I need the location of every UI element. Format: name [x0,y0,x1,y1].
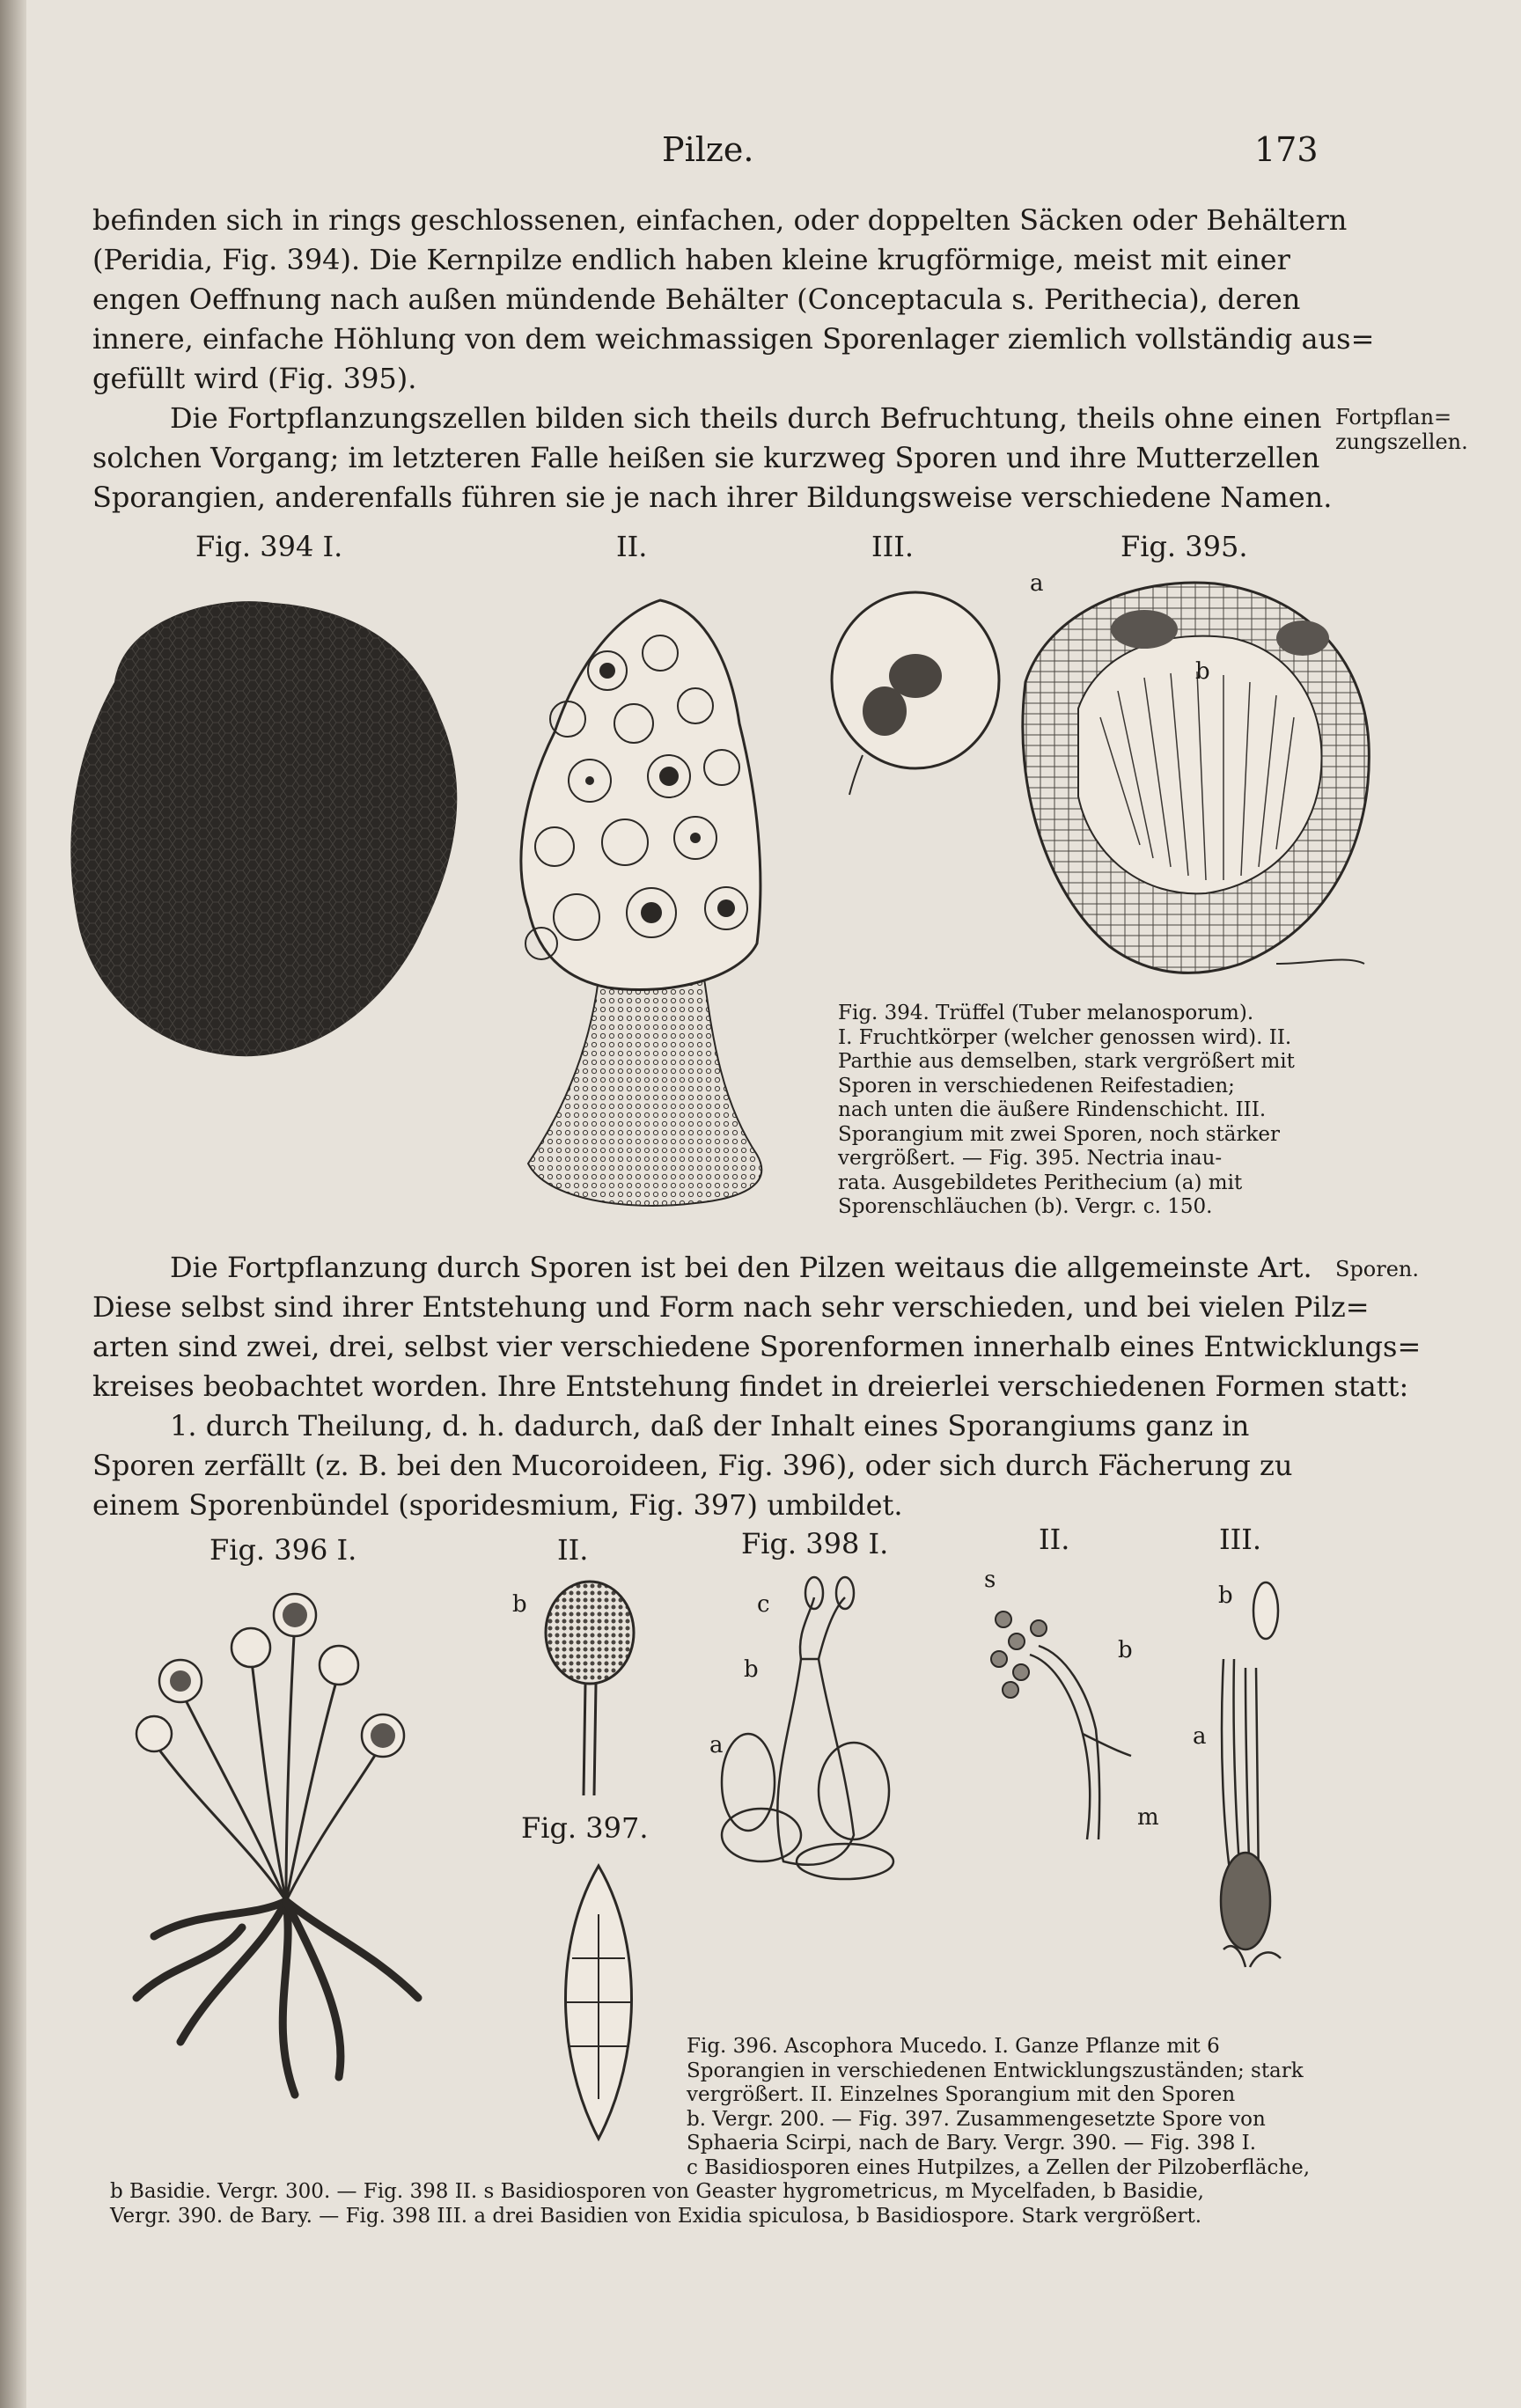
fig-396-ii-letter-b: b [512,1591,527,1618]
text-line: solchen Vorgang; im letzteren Falle heißen sie kurzweg Sporen und ihre Mutterzellen [92,441,1320,474]
fig-398-ii-letter-s: s [984,1567,996,1593]
caption-line: Sporangien in verschiedenen Entwicklungszuständen; stark [687,2059,1304,2082]
caption-line: Vergr. 390. de Bary. — Fig. 398 III. a drei Basidien von Exidia spiculosa, b Basidiospore. Stark vergrößert. [110,2204,1202,2228]
caption-line: b Basidie. Vergr. 300. — Fig. 398 II. s Basidiosporen von Geaster hygrometricus, m Mycelfaden, b Basidie, [110,2180,1204,2203]
fig-398-i-letter-b: b [744,1656,759,1683]
fig-394-ii-label: II. [616,530,648,563]
page-number: 173 [1254,130,1319,169]
caption-line: vergrößert. II. Einzelnes Sporangium mit den Sporen [687,2083,1236,2106]
fig-396-ii-label: II. [557,1533,589,1567]
paragraph-2 [92,399,1333,518]
sporangium-illustration [827,588,1003,799]
single-sporangium-illustration [533,1575,647,1795]
text-line: befinden sich in rings geschlossenen, einfachen, oder doppelten Säcken oder Behältern [92,203,1348,237]
text-line: (Peridia, Fig. 394). Die Kernpilze endlich haben kleine krugförmige, meist mit einer [92,243,1290,276]
caption-line: I. Fruchtkörper (welcher genossen wird). II. [838,1025,1292,1049]
caption-fig-396-398 [687,2035,1320,2180]
exidia-basidia-illustration [1197,1571,1303,1976]
compound-spore-illustration [546,1861,651,2143]
fig-398-i-label: Fig. 398 I. [741,1527,889,1560]
paragraph-1 [92,201,1375,399]
fig-398-iii-label: III. [1219,1523,1262,1556]
caption-line: b. Vergr. 200. — Fig. 397. Zusammengesetzte Spore von [687,2107,1266,2131]
caption-fig-394-395 [838,1002,1313,1220]
text-line: innere, einfache Höhlung von dem weichmassigen Sporenlager ziemlich vollständig aus= [92,322,1375,356]
page-gutter-shadow [0,0,26,2408]
caption-line: Parthie aus demselben, stark vergrößert mit [838,1050,1295,1073]
text-line: Diese selbst sind ihrer Entstehung und Form nach sehr verschieden, und bei vielen Pilz= [92,1290,1370,1324]
text-line: einem Sporenbündel (sporidesmium, Fig. 397) umbildet. [92,1488,903,1522]
truffle-illustration [62,585,467,1078]
fig-398-iii-letter-b: b [1218,1582,1233,1609]
caption-line: Sporangium mit zwei Sporen, noch stärker [838,1122,1280,1146]
fig-395-label-a: a [1030,570,1044,597]
margin-note-line: zungszellen. [1335,429,1468,454]
ascophora-plant-illustration [119,1584,471,2130]
margin-note-fortpflanzungszellen [1335,405,1468,454]
fig-394-iii-label: III. [871,530,915,563]
text-line: Sporen zerfällt (z. B. bei den Mucoroideen, Fig. 396), oder sich durch Fächerung zu [92,1449,1293,1482]
text-line: arten sind zwei, drei, selbst vier verschiedene Sporenformen innerhalb eines Entwicklungs= [92,1330,1422,1363]
caption-line: vergrößert. — Fig. 395. Nectria inau- [838,1147,1223,1170]
text-line: 1. durch Theilung, d. h. dadurch, daß der Inhalt eines Sporangiums ganz in [170,1409,1250,1443]
caption-line: Sporenschläuchen (b). Vergr. c. 150. [838,1195,1213,1218]
margin-note-line: Fortpflan= [1335,405,1452,429]
caption-line: Fig. 394. Trüffel (Tuber melanosporum). [838,1002,1254,1024]
fig-396-i-label: Fig. 396 I. [209,1533,357,1567]
fig-398-i-letter-c: c [757,1591,770,1618]
caption-line: rata. Ausgebildetes Perithecium (a) mit [838,1171,1243,1194]
caption-line: Sphaeria Scirpi, nach de Bary. Vergr. 390. — Fig. 398 I. [687,2132,1257,2155]
basidia-illustration [713,1571,924,1879]
paragraph-3 [92,1248,1422,1525]
text-line: kreises beobachtet worden. Ihre Entstehung findet in dreierlei verschiedenen Formen statt: [92,1369,1409,1403]
fig-398-iii-letter-a: a [1193,1723,1207,1750]
margin-note-sporen: Sporen. [1335,1257,1420,1281]
text-line: gefüllt wird (Fig. 395). [92,362,417,395]
caption-line: Sporen in verschiedenen Reifestadien; [838,1074,1235,1098]
text-line: Die Fortpflanzungszellen bilden sich theils durch Befruchtung, theils ohne einen [170,401,1322,435]
fig-395-label: Fig. 395. [1121,530,1248,563]
fig-397-label: Fig. 397. [521,1811,649,1845]
caption-line: c Basidiosporen eines Hutpilzes, a Zellen der Pilzoberfläche, [687,2155,1311,2179]
caption-line: nach unten die äußere Rindenschicht. III. [838,1098,1267,1121]
caption-fig-398-continuation [110,2180,1325,2228]
fig-395-label-b: b [1195,658,1210,685]
truffle-section-illustration [493,591,792,1225]
text-line: Sporangien, anderenfalls führen sie je nach ihrer Bildungsweise verschiedene Namen. [92,481,1333,514]
fig-398-ii-label: II. [1039,1523,1070,1556]
fig-398-ii-letter-b: b [1118,1637,1133,1663]
fig-398-i-letter-a: a [709,1732,724,1758]
geaster-basidia-illustration [977,1575,1153,1866]
running-head: Pilze. [662,130,754,169]
caption-line: Fig. 396. Ascophora Mucedo. I. Ganze Pflanze mit 6 [687,2035,1220,2058]
fig-398-ii-letter-m: m [1137,1804,1159,1831]
text-line: engen Oeffnung nach außen mündende Behälter (Conceptacula s. Perithecia), deren [92,283,1301,316]
perithecium-illustration [1012,576,1378,990]
text-line: Die Fortpflanzung durch Sporen ist bei den Pilzen weitaus die allgemeinste Art. [170,1251,1312,1284]
fig-394-i-label: Fig. 394 I. [195,530,343,563]
